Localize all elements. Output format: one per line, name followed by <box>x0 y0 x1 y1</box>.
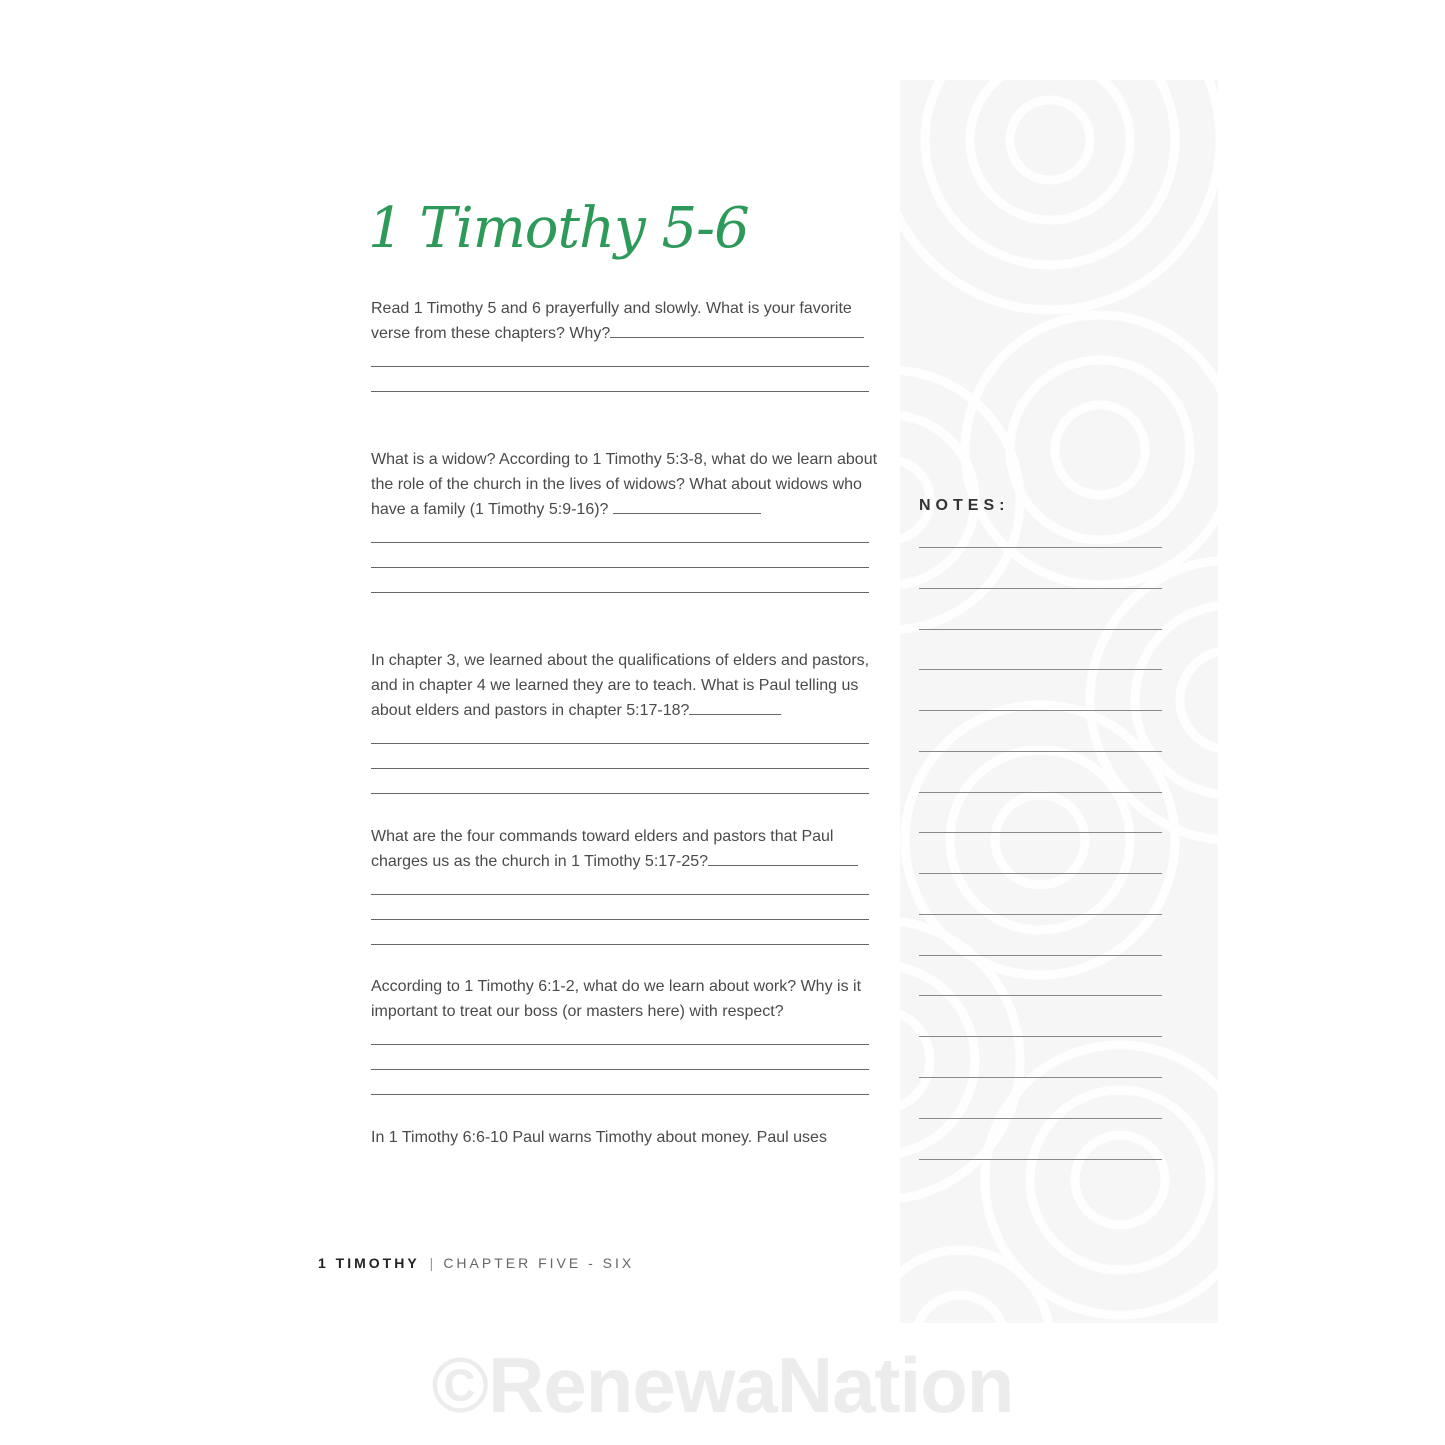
page-footer <box>318 1255 634 1271</box>
notes-line[interactable] <box>919 669 1162 670</box>
notes-line[interactable] <box>919 588 1162 589</box>
answer-line[interactable] <box>371 592 869 593</box>
notes-line[interactable] <box>919 832 1162 833</box>
answer-line[interactable] <box>371 366 869 367</box>
answer-line[interactable] <box>371 1094 869 1095</box>
question-4 <box>371 824 879 945</box>
answer-line[interactable] <box>371 542 869 543</box>
question-1 <box>371 296 879 392</box>
swirl-pattern <box>900 80 1218 1323</box>
notes-label: NOTES: <box>919 497 1010 514</box>
answer-line[interactable] <box>371 919 869 920</box>
answer-line[interactable] <box>371 1044 869 1045</box>
answer-line[interactable] <box>371 768 869 769</box>
question-5-text: According to 1 Timothy 6:1-2, what do we learn about work? Why is it important to treat our boss (or masters here) with respect? <box>371 978 862 1020</box>
answer-blank[interactable] <box>610 336 864 338</box>
question-3 <box>371 648 879 794</box>
notes-line[interactable] <box>919 1118 1162 1119</box>
answer-blank[interactable] <box>689 713 781 715</box>
answer-line[interactable] <box>371 567 869 568</box>
notes-line[interactable] <box>919 1159 1162 1160</box>
notes-line[interactable] <box>919 792 1162 793</box>
notes-line[interactable] <box>919 1036 1162 1037</box>
question-1-text: Read 1 Timothy 5 and 6 prayerfully and slowly. What is your favorite verse from these chapters? Why? <box>371 300 852 342</box>
footer-chapter: CHAPTER FIVE - SIX <box>443 1255 635 1271</box>
answer-line[interactable] <box>371 1069 869 1070</box>
question-2 <box>371 447 879 593</box>
notes-line[interactable] <box>919 914 1162 915</box>
question-5 <box>371 974 879 1095</box>
footer-book: 1 TIMOTHY <box>318 1255 420 1271</box>
page-title: 1 Timothy 5-6 <box>368 196 749 261</box>
answer-blank[interactable] <box>613 512 761 514</box>
notes-line[interactable] <box>919 1077 1162 1078</box>
notes-line[interactable] <box>919 710 1162 711</box>
answer-line[interactable] <box>371 944 869 945</box>
answer-blank[interactable] <box>708 864 858 866</box>
notes-line[interactable] <box>919 751 1162 752</box>
question-4-text: What are the four commands toward elders and pastors that Paul charges us as the church in 1 Timothy 5:17-25? <box>371 828 834 870</box>
watermark: ©RenewaNation <box>431 1341 1014 1429</box>
question-6 <box>371 1125 879 1150</box>
notes-line[interactable] <box>919 955 1162 956</box>
answer-line[interactable] <box>371 894 869 895</box>
answer-line[interactable] <box>371 391 869 392</box>
footer-separator: | <box>429 1255 434 1271</box>
question-3-text: In chapter 3, we learned about the qualifications of elders and pastors, and in chapter 4 we learned they are to teach. What is Paul telling us about elders and pastors in chapter 5:17-18? <box>371 652 870 719</box>
notes-line[interactable] <box>919 547 1162 548</box>
question-2-text: What is a widow? According to 1 Timothy 5:3-8, what do we learn about the role of the church in the lives of widows? What about widows who have a family (1 Timothy 5:9-16)? <box>371 451 878 518</box>
notes-line[interactable] <box>919 629 1162 630</box>
notes-line[interactable] <box>919 995 1162 996</box>
answer-line[interactable] <box>371 793 869 794</box>
notes-panel-background <box>900 80 1218 1323</box>
question-6-text: In 1 Timothy 6:6-10 Paul warns Timothy about money. Paul uses <box>371 1129 827 1146</box>
notes-line[interactable] <box>919 873 1162 874</box>
answer-line[interactable] <box>371 743 869 744</box>
